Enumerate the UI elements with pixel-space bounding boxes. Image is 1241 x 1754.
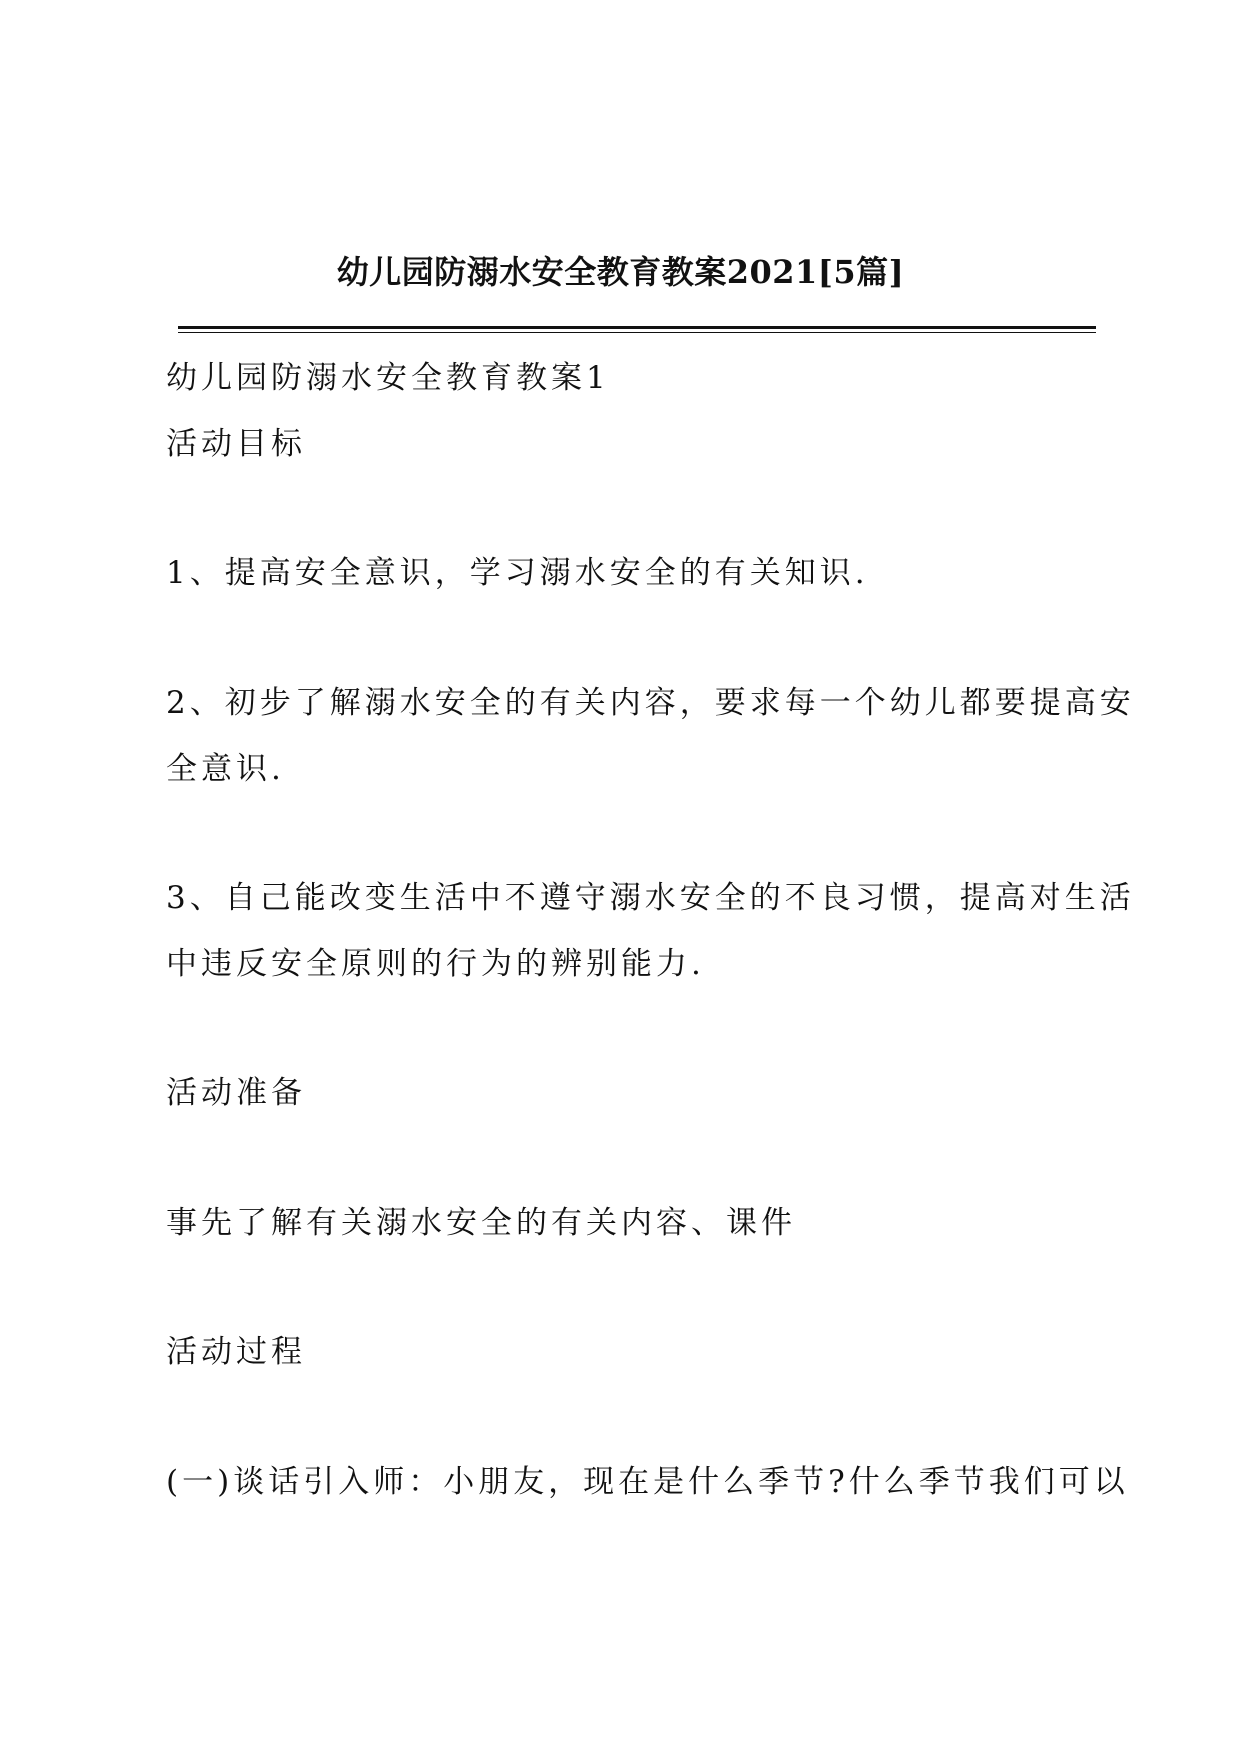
process-step-1: (一)谈话引入师：小朋友，现在是什么季节?什么季节我们可以 [166, 1464, 1129, 1500]
preparation-heading: 活动准备 [166, 1075, 306, 1111]
preparation-text: 事先了解有关溺水安全的有关内容、课件 [166, 1205, 796, 1241]
goal-2-line-2: 全意识. [166, 751, 285, 787]
goal-2-line-1: 2、初步了解溺水安全的有关内容，要求每一个幼儿都要提高安 [166, 685, 1135, 721]
section-heading: 幼儿园防溺水安全教育教案1 [166, 360, 610, 396]
title-divider-thin [178, 332, 1096, 333]
goal-1: 1、提高安全意识，学习溺水安全的有关知识. [166, 555, 869, 591]
document-title: 幼儿园防溺水安全教育教案2021[5篇] [336, 253, 905, 291]
process-heading: 活动过程 [166, 1334, 306, 1370]
title-divider-thick [178, 326, 1096, 329]
goal-3-line-1: 3、自己能改变生活中不遵守溺水安全的不良习惯，提高对生活 [166, 880, 1135, 916]
activity-goals-heading: 活动目标 [166, 426, 306, 462]
goal-3-line-2: 中违反安全原则的行为的辨别能力. [166, 946, 705, 982]
